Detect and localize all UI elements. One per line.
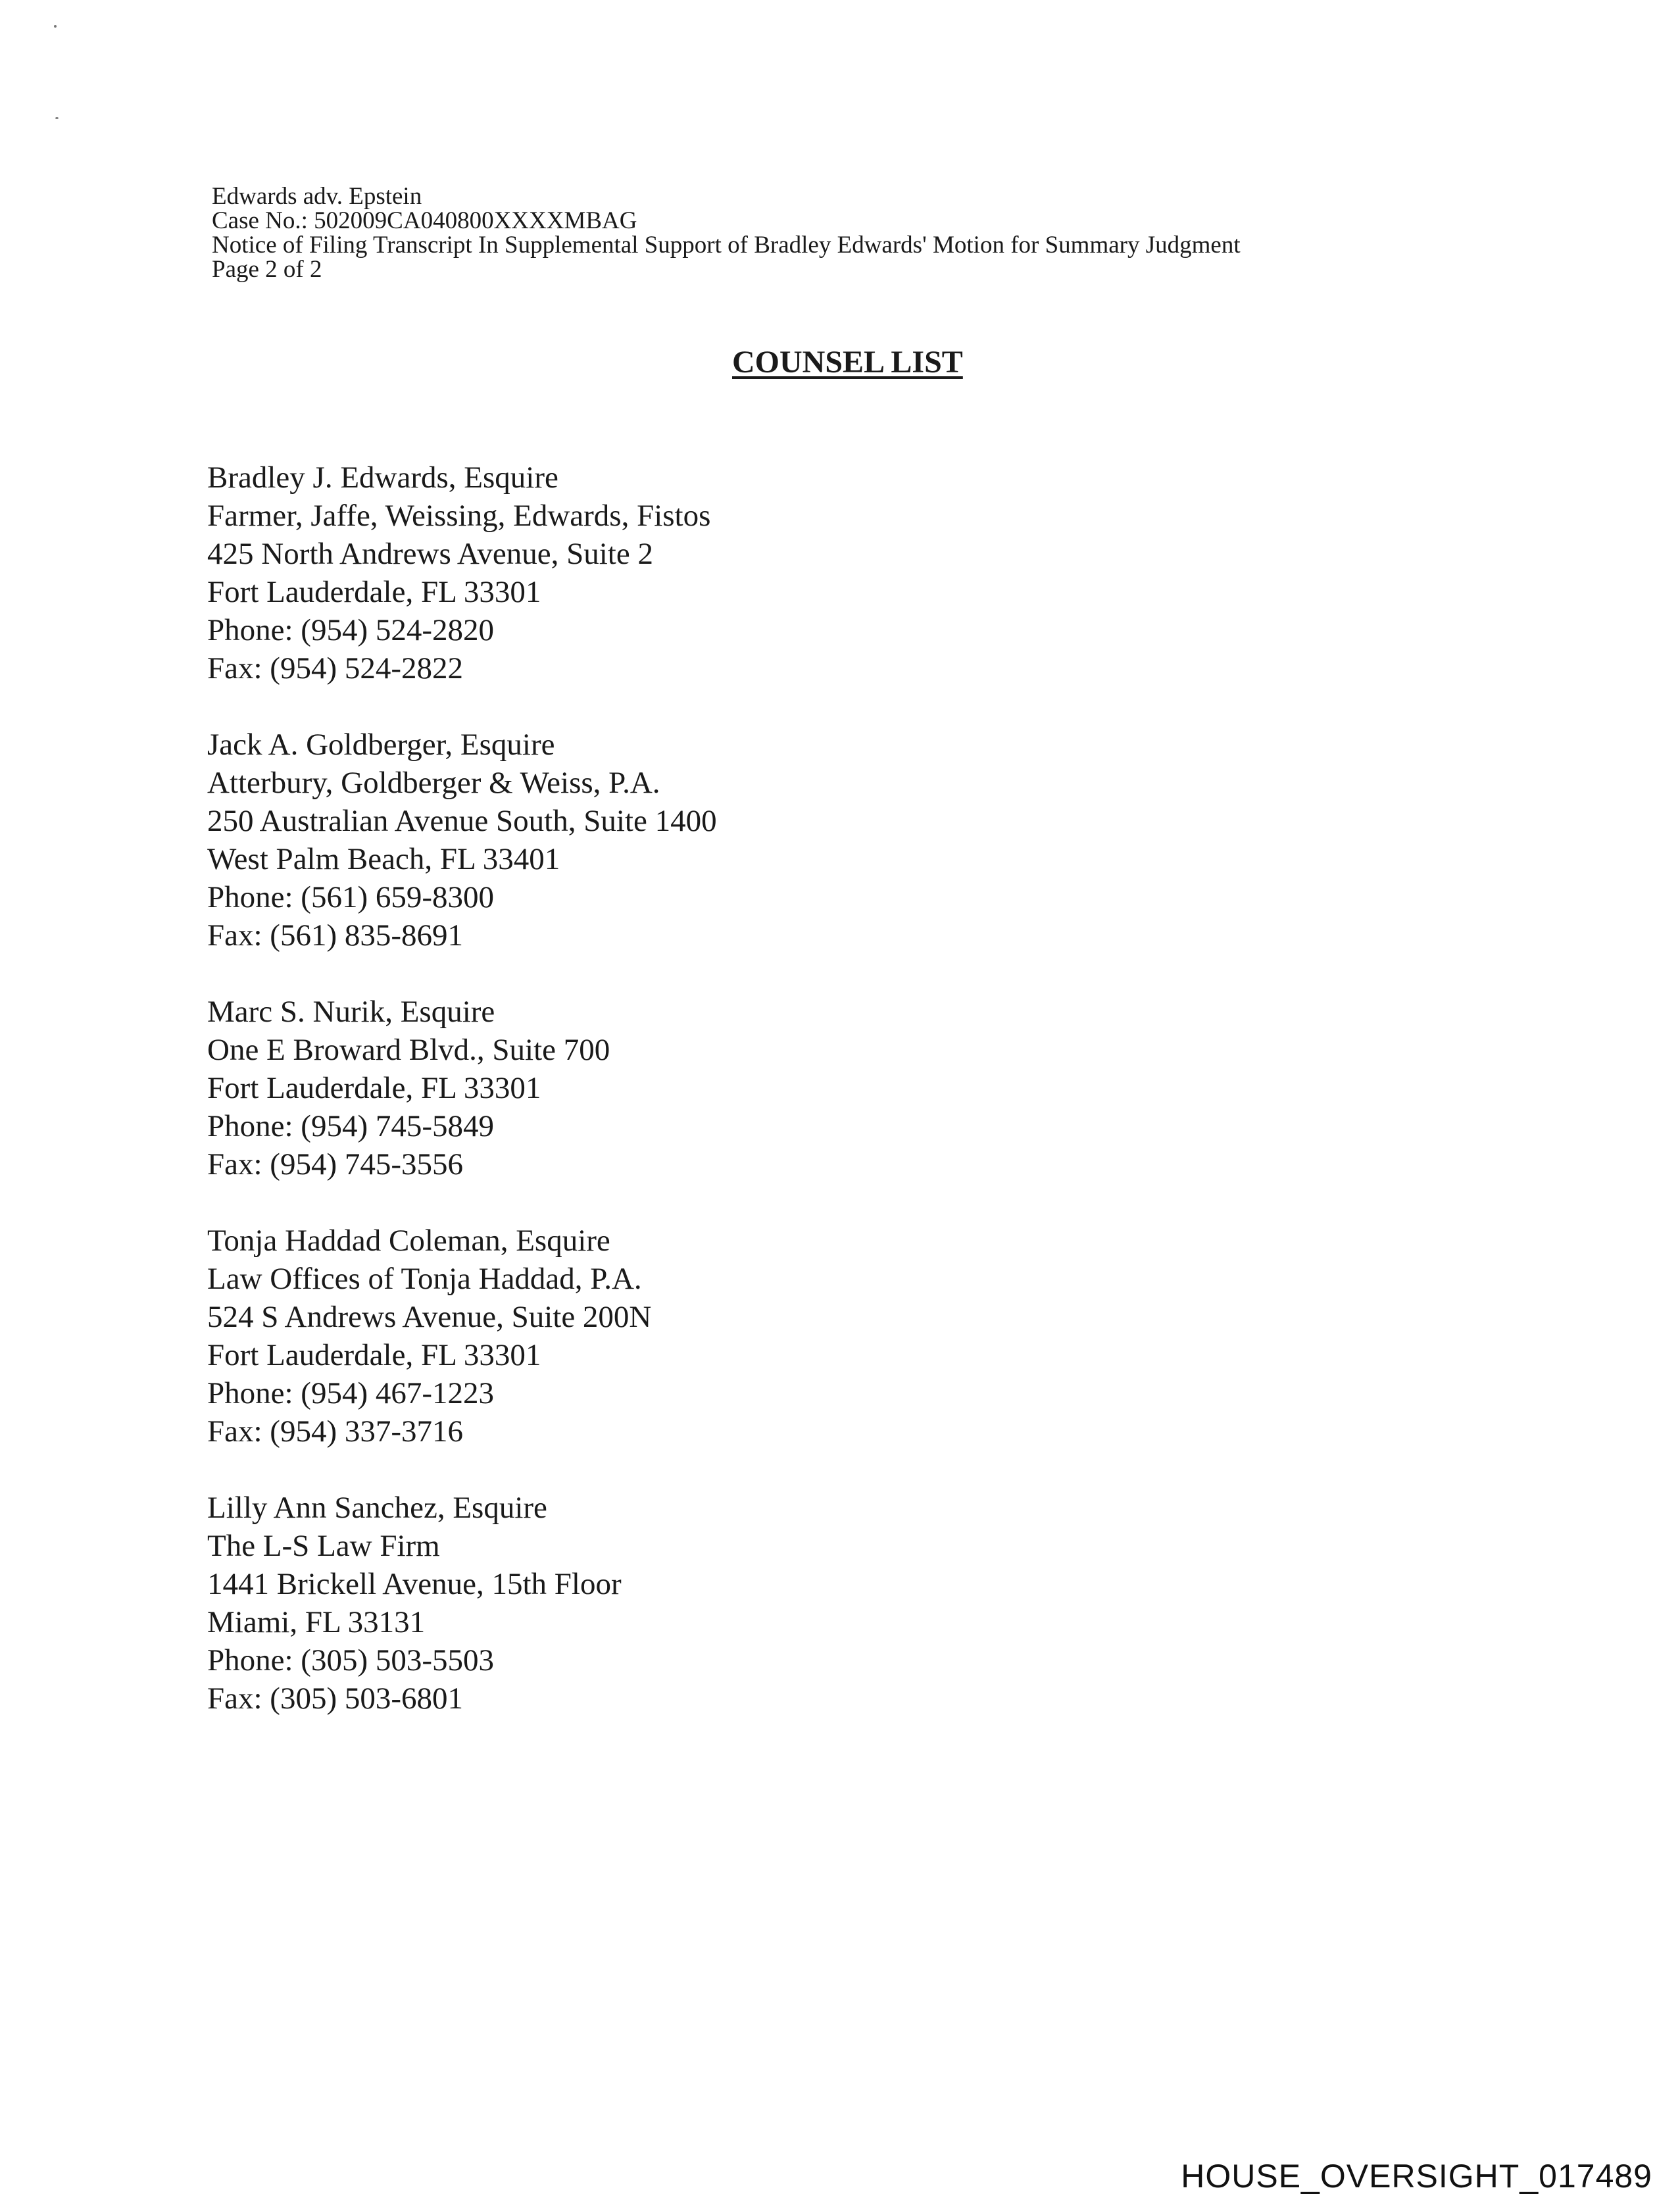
law-firm: The L-S Law Firm — [207, 1529, 440, 1563]
counsel-entry — [207, 459, 717, 687]
city-state-zip: Fort Lauderdale, FL 33301 — [207, 1338, 541, 1372]
case-caption: Edwards adv. Epstein — [212, 183, 422, 210]
fax-number: Fax: (561) 835-8691 — [207, 918, 464, 953]
phone-number: Phone: (954) 467-1223 — [207, 1376, 495, 1410]
attorney-name: Marc S. Nurik, Esquire — [207, 995, 495, 1029]
street-address: 524 S Andrews Avenue, Suite 200N — [207, 1300, 652, 1334]
law-firm: Atterbury, Goldberger & Weiss, P.A. — [207, 766, 660, 800]
city-state-zip: West Palm Beach, FL 33401 — [207, 842, 560, 876]
attorney-name: Jack A. Goldberger, Esquire — [207, 728, 555, 762]
document-title: Notice of Filing Transcript In Supplemental Support of Bradley Edwards' Motion for Summary Judgment — [212, 232, 1241, 259]
phone-number: Phone: (561) 659-8300 — [207, 880, 495, 914]
counsel-entry — [207, 993, 717, 1183]
street-address: 1441 Brickell Avenue, 15th Floor — [207, 1567, 622, 1601]
bates-stamp: HOUSE_OVERSIGHT_017489 — [1181, 2158, 1652, 2195]
street-address: One E Broward Blvd., Suite 700 — [207, 1033, 610, 1067]
fax-number: Fax: (954) 337-3716 — [207, 1414, 464, 1449]
street-address: 425 North Andrews Avenue, Suite 2 — [207, 537, 653, 571]
fax-number: Fax: (305) 503-6801 — [207, 1681, 464, 1716]
city-state-zip: Fort Lauderdale, FL 33301 — [207, 1071, 541, 1105]
scan-speck — [54, 25, 57, 28]
counsel-list — [207, 459, 717, 1756]
counsel-list-heading: COUNSEL LIST — [732, 345, 963, 380]
city-state-zip: Fort Lauderdale, FL 33301 — [207, 575, 541, 609]
fax-number: Fax: (954) 745-3556 — [207, 1147, 464, 1181]
attorney-name: Lilly Ann Sanchez, Esquire — [207, 1491, 547, 1525]
city-state-zip: Miami, FL 33131 — [207, 1605, 426, 1639]
phone-number: Phone: (954) 745-5849 — [207, 1109, 495, 1143]
page-number: Page 2 of 2 — [212, 256, 322, 283]
counsel-entry — [207, 1489, 717, 1718]
law-firm: Law Offices of Tonja Haddad, P.A. — [207, 1262, 642, 1296]
scan-speck — [55, 117, 59, 119]
attorney-name: Bradley J. Edwards, Esquire — [207, 460, 558, 495]
fax-number: Fax: (954) 524-2822 — [207, 651, 464, 685]
street-address: 250 Australian Avenue South, Suite 1400 — [207, 804, 717, 838]
phone-number: Phone: (305) 503-5503 — [207, 1643, 495, 1677]
case-number: Case No.: 502009CA040800XXXXMBAG — [212, 207, 637, 234]
case-header — [212, 184, 1241, 282]
law-firm: Farmer, Jaffe, Weissing, Edwards, Fistos — [207, 499, 711, 533]
counsel-entry — [207, 1222, 717, 1451]
attorney-name: Tonja Haddad Coleman, Esquire — [207, 1224, 610, 1258]
counsel-entry — [207, 726, 717, 955]
phone-number: Phone: (954) 524-2820 — [207, 613, 495, 647]
